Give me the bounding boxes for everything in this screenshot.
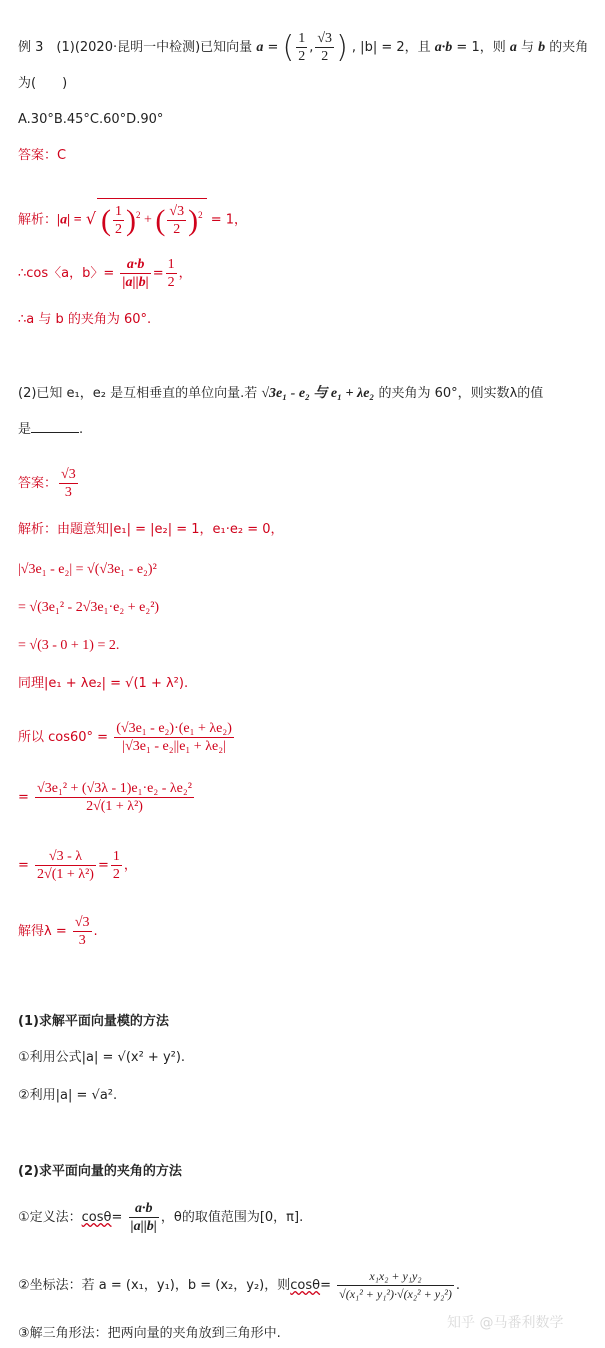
q2-expr: √3e₁ - e₂ 与 e₁ + λe₂ [261,386,375,401]
q2-sol-4: = √(3 - 0 + 1) = 2. [18,638,120,653]
frac-den: |a||b| [130,1219,157,1234]
q2-answer [18,466,80,501]
paren-close: ) [188,203,199,237]
frac-den: |√3e₁ - e₂||e₁ + λe₂| [122,739,226,754]
frac-num: √3 [317,31,333,46]
exponent: 2 [136,210,141,221]
frac-coordinate [337,1268,454,1303]
method1-item-1: ①利用公式|a| = √(x² + y²). [18,1050,186,1065]
frac-den: 3 [64,485,72,500]
cos-lhs: ∴cos〈a，b〉= [18,266,115,281]
q2-sol-7 [18,780,196,815]
watermark: 知乎 @马番利数学 [447,1315,564,1331]
method1-title: (1)求解平面向量模的方法 [18,1014,169,1029]
cos-tail: ， [178,266,192,281]
dot-ab: a·b [434,40,453,55]
sqrt-body: ( $\frac{1}{2}$ )$^2$ + ( $\frac{√3}{2}$ )$^2$ [97,198,207,242]
frac-den: 2 [112,867,120,882]
frac-den: 2√(1 + λ²) [86,799,143,814]
paren-close: ) [336,29,348,65]
vector-a: a [256,40,264,55]
q2-sol-2: |√3e₁ - e₂| = √(√3e₁ - e₂)² [18,562,157,577]
frac-definition [129,1200,159,1235]
frac-sol-7 [35,780,194,815]
period: . [79,422,84,437]
sqrt-icon: √ [85,208,97,228]
frac-num: √3 - λ [35,848,96,866]
frac-ax [296,30,307,65]
frac-den: 2 [115,222,123,237]
frac-num: a·b [120,256,150,274]
equals-sign: = [18,858,29,873]
frac-den: 2 [321,49,329,64]
options-line: A.30°B.45°C.60°D.90° [18,112,164,127]
coordinate-label: ②坐标法：若 a = (x₁，y₁)，b = (x₂，y₂)，则 [18,1278,291,1293]
equals-sign: = [320,1278,331,1293]
equals-sign: = [152,266,164,281]
equals-sign: = [267,40,279,55]
solution-label: 解析： [18,212,58,228]
frac-sol-6 [114,720,234,755]
q2-sol-8: = $\frac{√3 - \lambda}{\text{2√(1 + λ²)}}$ = $\frac{1}{2}$ ， [18,849,137,882]
frac-half [113,203,124,238]
definition-label: ①定义法： [18,1210,82,1225]
q2-line-2 [18,420,83,440]
q1-cos-line [18,256,192,291]
q2-sol-1: 解析：由题意知|e₁| = |e₂| = 1，e₁·e₂ = 0， [18,522,284,537]
q1-mod-line [18,198,247,242]
q2-line2-text: 是 [18,422,32,437]
frac-den: 3 [78,933,86,948]
frac-sol-8 [35,848,96,883]
frac-den: 2 [173,222,181,237]
frac-cos [120,256,150,291]
q2-sol-9: 解得λ = $\frac{√3}{3}$ . [18,915,98,948]
frac-sol-8-rhs [111,848,122,883]
paren-close: ) [126,203,137,237]
tail-b: b [538,40,546,55]
paren-open: ( [101,203,112,237]
paren-open: ( [155,203,166,237]
equals-sign: = [111,1210,123,1225]
example-prefix: 例 3 (1)(2020·昆明一中检测)已知向量 [18,40,253,55]
example-line-2: 为( ) [18,76,68,91]
frac-num: √3e₁² + (√3λ - 1)e₁·e₂ - λe₂² [37,781,192,796]
frac-num: 1 [298,31,306,46]
cos-theta: cosθ [81,1210,112,1225]
q1-answer: 答案：C [18,148,67,163]
frac-den: 2 [298,49,306,64]
frac-ay [315,30,334,65]
frac-num: (√3e₁ - e₂)·(e₁ + λe₂) [116,721,232,736]
tail-a: a [509,40,517,55]
mod-tail: = 1， [210,212,248,228]
q2-text-2: 的夹角为 60°，则实数λ的值 [378,386,544,401]
method2-item-2 [18,1268,460,1303]
exponent: 2 [198,210,203,221]
lambda-lhs: 解得λ = [18,924,67,939]
method2-item-1 [18,1200,303,1235]
cond-dot: = 1，则 [456,40,506,55]
method2-item-3: ③解三角形法：把两向量的夹角放到三角形中. [18,1326,281,1341]
frac-num: √3 [61,467,76,482]
q2-sol-3: = √(3e₁² - 2√3e₁·e₂ + e₂²) [18,600,160,615]
method2-title: (2)求平面向量的夹角的方法 [18,1164,182,1179]
frac-root3-half [167,203,186,238]
frac-num: x₁x₂ + y₁y₂ [337,1268,454,1286]
frac-den: 2 [167,275,175,290]
answer-label: 答案： [18,476,58,491]
cos60-lhs: 所以 cos60° = [18,730,109,745]
equals-sign: = [18,790,29,805]
frac-num: 1 [167,257,175,272]
frac-num: √3 [169,204,185,219]
frac-sol-9 [73,914,92,949]
q1-conclusion: ∴a 与 b 的夹角为 60°. [18,312,152,327]
frac-num: √3 [74,915,90,930]
period: . [455,1278,460,1293]
method1-item-2: ②利用|a| = √a². [18,1088,118,1103]
tail-text: 的夹角 [549,40,589,55]
example-line-1: 例 3 (1)(2020·昆明一中检测)已知向量 a = ( $\frac{1}{2}$ , $\frac{√3}{2}$ ) , |b| = 2，且 a·b = 1，则 a 与 b 的夹角 [18,29,589,65]
frac-den: √(x₁² + y₁²)·√(x₂² + y₂²) [339,1287,452,1301]
mod-a: |a| = [57,212,82,228]
with-word: 与 [521,40,535,55]
q2-line-1 [18,384,543,404]
range-text: ，θ的取值范围为[0，π]. [160,1210,304,1225]
answer-blank [31,420,79,433]
frac-num: 1 [112,849,120,864]
frac-den: |a||b| [122,275,149,290]
q2-text-1: (2)已知 e₁，e₂ 是互相垂直的单位向量.若 [18,386,258,401]
frac-half [166,256,177,291]
frac-answer [59,466,78,501]
paren-open: ( [282,29,295,65]
frac-num: 1 [115,204,123,219]
cos-theta: cosθ [290,1278,321,1293]
cond-b: , |b| = 2，且 [351,40,431,55]
frac-num: a·b [129,1200,159,1218]
q2-sol-6 [18,720,236,755]
q2-sol-5: 同理|e₁ + λe₂| = √(1 + λ²). [18,676,189,691]
frac-den: 2√(1 + λ²) [37,867,94,882]
